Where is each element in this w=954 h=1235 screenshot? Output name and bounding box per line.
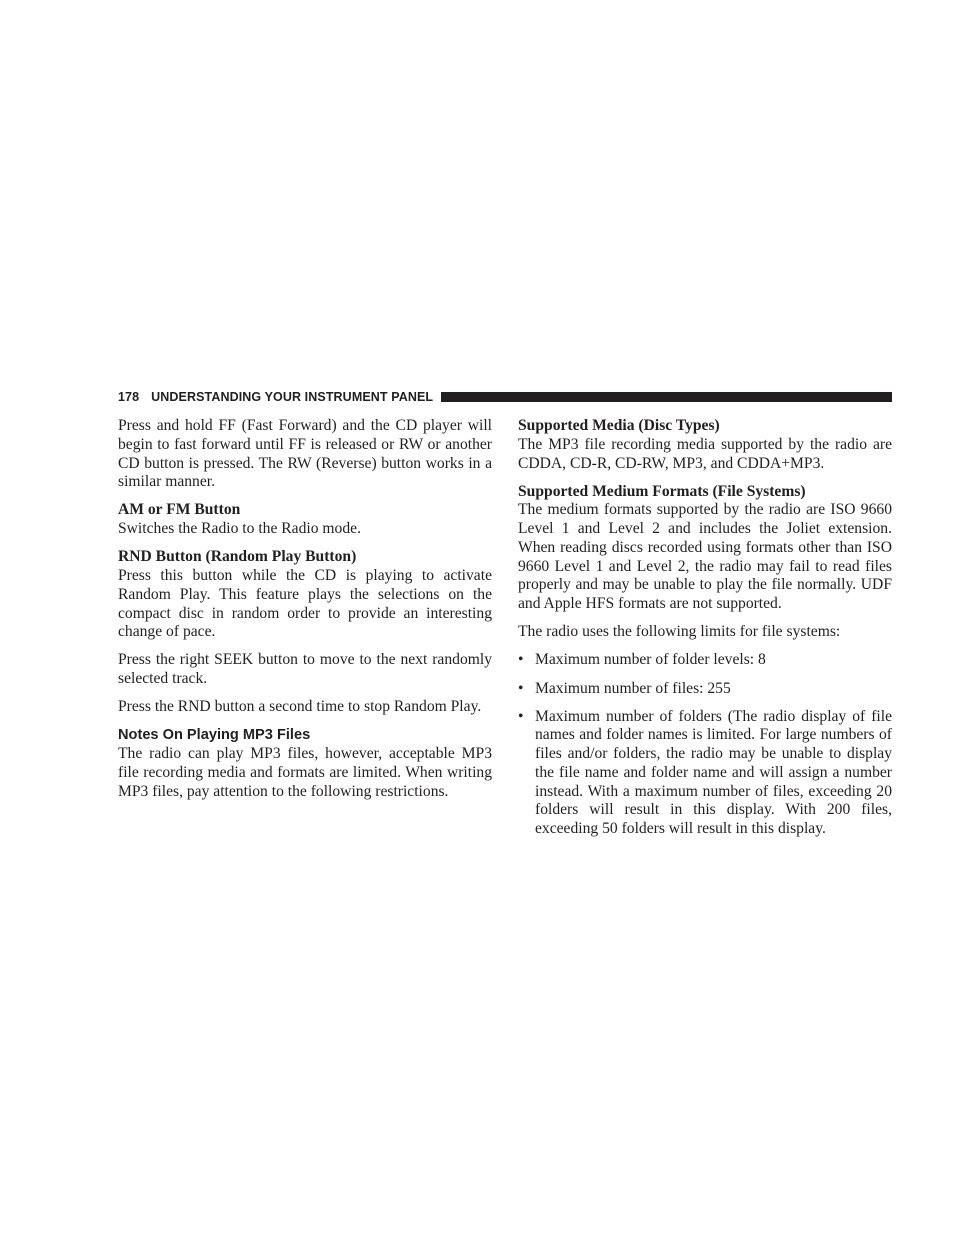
am-fm-body: Switches the Radio to the Radio mode. (118, 520, 361, 538)
rnd-seek-paragraph: Press the right SEEK button to move to the next randomly selected track. (118, 651, 492, 688)
rnd-heading: RND Button (Random Play Button) (118, 548, 357, 566)
rnd-section (118, 548, 492, 642)
supported-formats-heading: Supported Medium Formats (File Systems) (518, 482, 806, 500)
page-header (118, 389, 892, 405)
bullet-icon: • (518, 651, 524, 669)
list-item (518, 680, 892, 699)
section-title: UNDERSTANDING YOUR INSTRUMENT PANEL (151, 390, 434, 404)
limits-bullet-list (518, 651, 892, 839)
list-item-text: Maximum number of folder levels: 8 (535, 651, 766, 669)
supported-media-heading: Supported Media (Disc Types) (518, 417, 720, 434)
supported-media-section (518, 417, 892, 473)
list-item (518, 651, 892, 670)
supported-formats-body: The medium formats supported by the radio are ISO 9660 Level 1 and Level 2 and includes the Joliet extension. When reading discs recorded using formats other than ISO 9660 Level 1 and Level 2, the radio may fail to read files properly and may be unable to play the file normally. UDF and Apple HFS formats are not supported. (518, 501, 892, 613)
mp3-notes-section (118, 726, 492, 801)
mp3-notes-heading: Notes On Playing MP3 Files (118, 727, 311, 744)
bullet-icon: • (518, 679, 524, 697)
list-item (518, 708, 892, 839)
list-item-text: Maximum number of files: 255 (535, 679, 731, 697)
list-item-text: Maximum number of folders (The radio display of file names and folder names is limited. For large numbers of files and/or folders, the radio may be unable to display the file name and folder name and will assign a number instead. With a maximum number of files, exceeding 20 folders will result in this display. With 200 files, exceeding 50 folders will result in this display. (535, 707, 892, 838)
limits-intro-paragraph: The radio uses the following limits for file systems: (518, 623, 841, 641)
supported-media-body: The MP3 file recording media supported by the radio are CDDA, CD-R, CD-RW, MP3, and CDDA+MP3. (518, 435, 892, 472)
supported-formats-section (518, 483, 892, 614)
am-fm-heading: AM or FM Button (118, 501, 241, 519)
rnd-stop-paragraph: Press the RND button a second time to stop Random Play. (118, 698, 482, 716)
right-column (518, 417, 892, 848)
mp3-notes-body: The radio can play MP3 files, however, acceptable MP3 file recording media and formats are limited. When writing MP3 files, pay attention to the following restrictions. (118, 745, 492, 800)
ff-rw-paragraph: Press and hold FF (Fast Forward) and the CD player will begin to fast forward until FF is released or RW or another CD button is pressed. The RW (Reverse) button works in a similar manner. (118, 417, 492, 491)
rnd-body: Press this button while the CD is playing to activate Random Play. This feature plays the selections on the compact disc in random order to provide an interesting change of pace. (118, 567, 492, 641)
bullet-icon: • (518, 707, 524, 725)
page-number: 178 (118, 390, 140, 404)
left-column (118, 417, 492, 811)
header-rule-bar (441, 392, 892, 402)
am-fm-section (118, 501, 492, 539)
